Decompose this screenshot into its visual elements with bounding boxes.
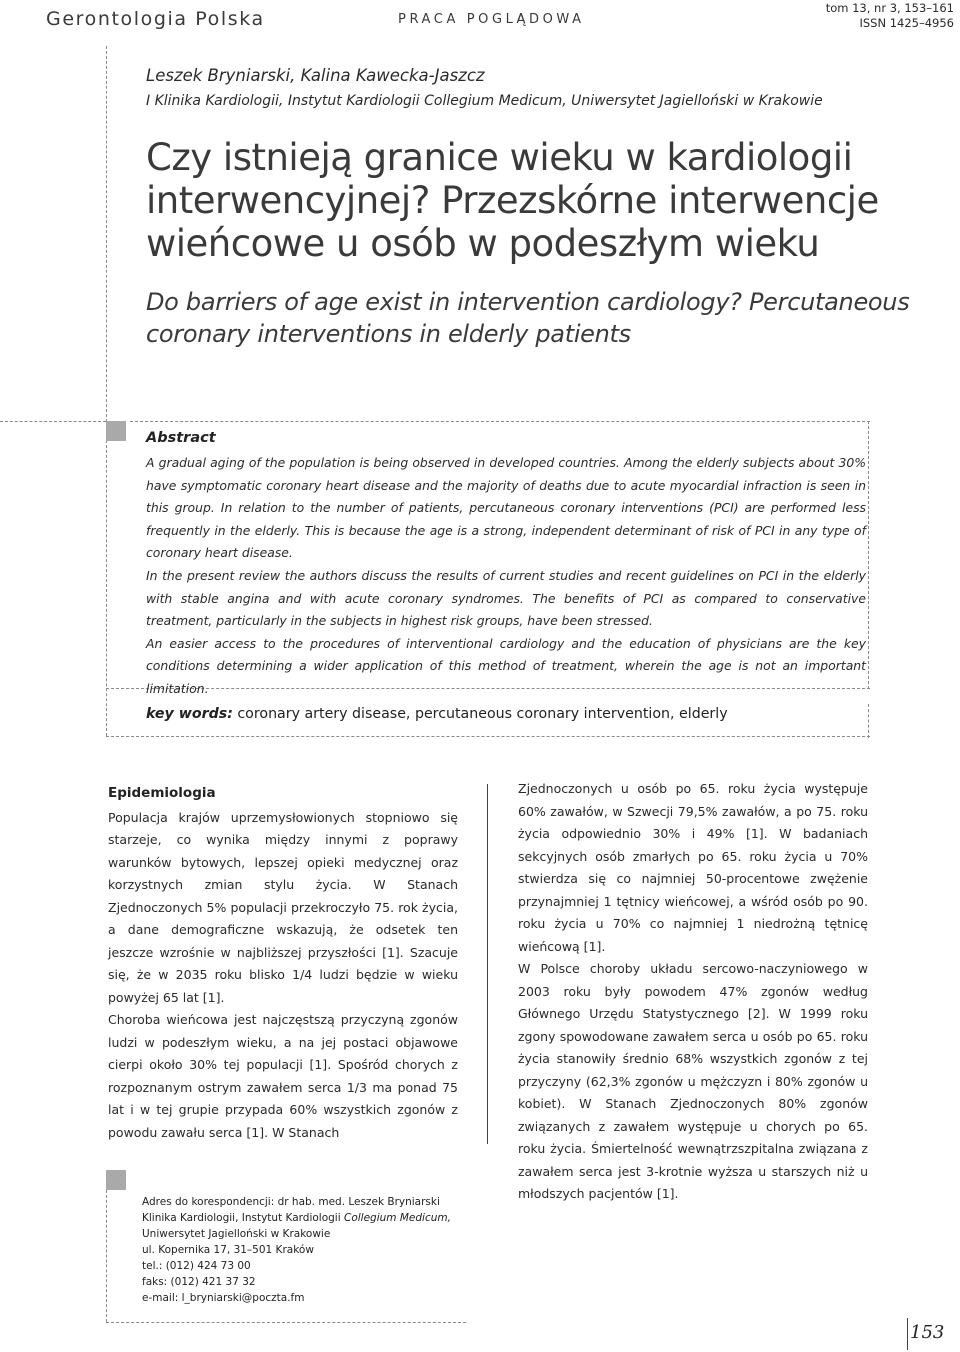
frame-line-left-top [106,46,107,422]
correspondence-line: Adres do korespondencji: dr hab. med. Leszek Bryniarski [142,1196,440,1208]
left-column [108,782,458,1144]
correspondence-fax: faks: (012) 421 37 32 [142,1276,256,1288]
affiliation-university: Uniwersytet Jagielloński w Krakowie [566,93,823,109]
affiliation [146,93,823,109]
correspondence-line: ul. Kopernika 17, 31–501 Kraków [142,1244,314,1256]
affiliation-part: I Klinika Kardiologii, Instytut Kardiologii [146,93,420,109]
right-column [518,778,868,1206]
correspondence-frame-bottom [106,1322,466,1323]
abstract-heading: Abstract [146,430,216,446]
authors: Leszek Bryniarski, Kalina Kawecka-Jaszcz [146,66,485,85]
correspondence-line [142,1210,451,1226]
issn: ISSN 1425–4956 [859,16,954,30]
column-divider [487,784,488,1144]
correspondence-email: e-mail: l_bryniarski@poczta.fm [142,1292,305,1304]
correspondence-collegium: Collegium Medicum, [343,1212,451,1224]
frame-line-left-abstract [106,440,107,736]
page-number-rule [907,1318,908,1350]
abstract-paragraph: A gradual aging of the population is being observed in developed countries. Among the elderly subjects about 30% have symptomatic coronary heart disease and the majority of deaths due to acute myocardial infraction is seen in this group. In relation to the number of patients, percutaneous coronary interventions (PCI) are performed less frequently in the elderly. This is because the age is a strong, independent determinant of risk of PCI in any type of coronary heart disease. [146,455,866,561]
abstract-paragraph: An easier access to the procedures of interventional cardiology and the education of physicians are the key conditions determining a wider application of this method of treatment, wherein the age is not an important limitation. [146,635,866,696]
volume-info [826,1,954,31]
abstract-paragraph: In the present review the authors discuss the results of current studies and recent guidelines on PCI in the elderly with stable angina and with acute coronary syndromes. The benefits of PCI as compared to conservative treatment, particularly in the subjects in highest risk groups, have been stressed. [146,567,866,629]
volume-number: tom 13, nr 3, 153–161 [825,1,954,15]
section-heading-epidemiologia: Epidemiologia [108,785,216,801]
frame-line-bottom [106,736,870,737]
body-paragraph: Choroba wieńcowa jest najczęstszą przyczyną zgonów ludzi w podeszłym wieku, a na jej postaci objawowe cierpi około 30% tej populacji [1]. Spośród chorych z rozpoznanym ostrym zawałem serca 1/3 ma ponad 75 lat i w tej grupie przypada 60% wszystkich zgonów z powodu zawału serca [1]. W Stanach [108,1012,458,1140]
keywords-text: coronary artery disease, percutaneous coronary intervention, elderly [232,706,728,722]
correspondence-clinic: Klinika Kardiologii, Instytut Kardiologii [142,1212,344,1224]
body-paragraph: Populacja krajów uprzemysłowionych stopniowo się starzeje, co wynika między innymi z poprawy warunków bytowych, lepszej opieki medycznej oraz korzystnych zmian stylu życia. W Stanach Zjednoczonych 5% populacji przekroczyło 75. rok życia, a dane demograficzne wskazują, że odsetek ten jeszcze wzrośnie w najbliższej przyszłości [1]. Szacuje się, że w 2035 roku blisko 1/4 ludzi będzie w wieku powyżej 65 lat [1]. [108,809,458,1005]
correspondence-address [142,1194,451,1306]
correspondence-marker-square [106,1170,126,1190]
frame-line-top-left [0,421,106,422]
correspondence-line: Uniwersytet Jagielloński w Krakowie [142,1228,331,1240]
correspondence-phone: tel.: (012) 424 73 00 [142,1260,251,1272]
frame-line-right [868,421,869,689]
page-number: 153 [910,1322,945,1343]
frame-line-right-keywords [868,704,869,738]
title-polish: Czy istnieją granice wieku w kardiologii interwencyjnej? Przezskórne interwencje wieńcowe u osób w podeszłym wieku [146,136,879,265]
abstract-body [146,452,866,701]
frame-line-top-right [130,421,870,422]
abstract-marker-square [106,421,126,441]
body-paragraph: W Polsce choroby układu sercowo-naczyniowego w 2003 roku były powodem 47% zgonów według Głównego Urzędu Statystycznego [2]. W 1999 roku zgony spowodowane zawałem serca u osób po 65. roku życia stanowiły średnio 68% wszystkich zgonów z tej przyczyny (62,3% zgonów u mężczyzn i 80% zgonów u kobiet). W Stanach Zjednoczonych 80% zgonów związanych z zawałem występuje u chorych po 65. roku życia. Śmiertelność wewnątrzszpitalna związana z zawałem serca jest 3-krotnie wyższa u starszych niż u młodszych pacjentów [1]. [518,961,868,1201]
journal-name: Gerontologia Polska [46,8,265,30]
keywords-label: key words: [146,706,233,722]
title-english: Do barriers of age exist in intervention cardiology? Percutaneous coronary interventions in elderly patients [146,288,910,348]
correspondence-frame-left [106,1190,107,1322]
body-paragraph: Zjednoczonych u osób po 65. roku życia występuje 60% zawałów, w Szwecji 79,5% zawałów, a po 75. roku życia odpowiednio 30% i 49% [1]. W badaniach sekcyjnych osób zmarłych po 65. roku życia u 70% stwierdza się co najmniej 50-procentowe zwężenie przynajmniej 1 tętnicy wieńcowej, a wśród osób po 90. roku życia u 70% co najmniej 1 niedrożną tętnicę wieńcową [1]. [518,781,868,954]
keywords [146,706,728,722]
section-label: PRACA POGLĄDOWA [398,12,585,27]
affiliation-collegium: Collegium Medicum, [419,93,567,109]
